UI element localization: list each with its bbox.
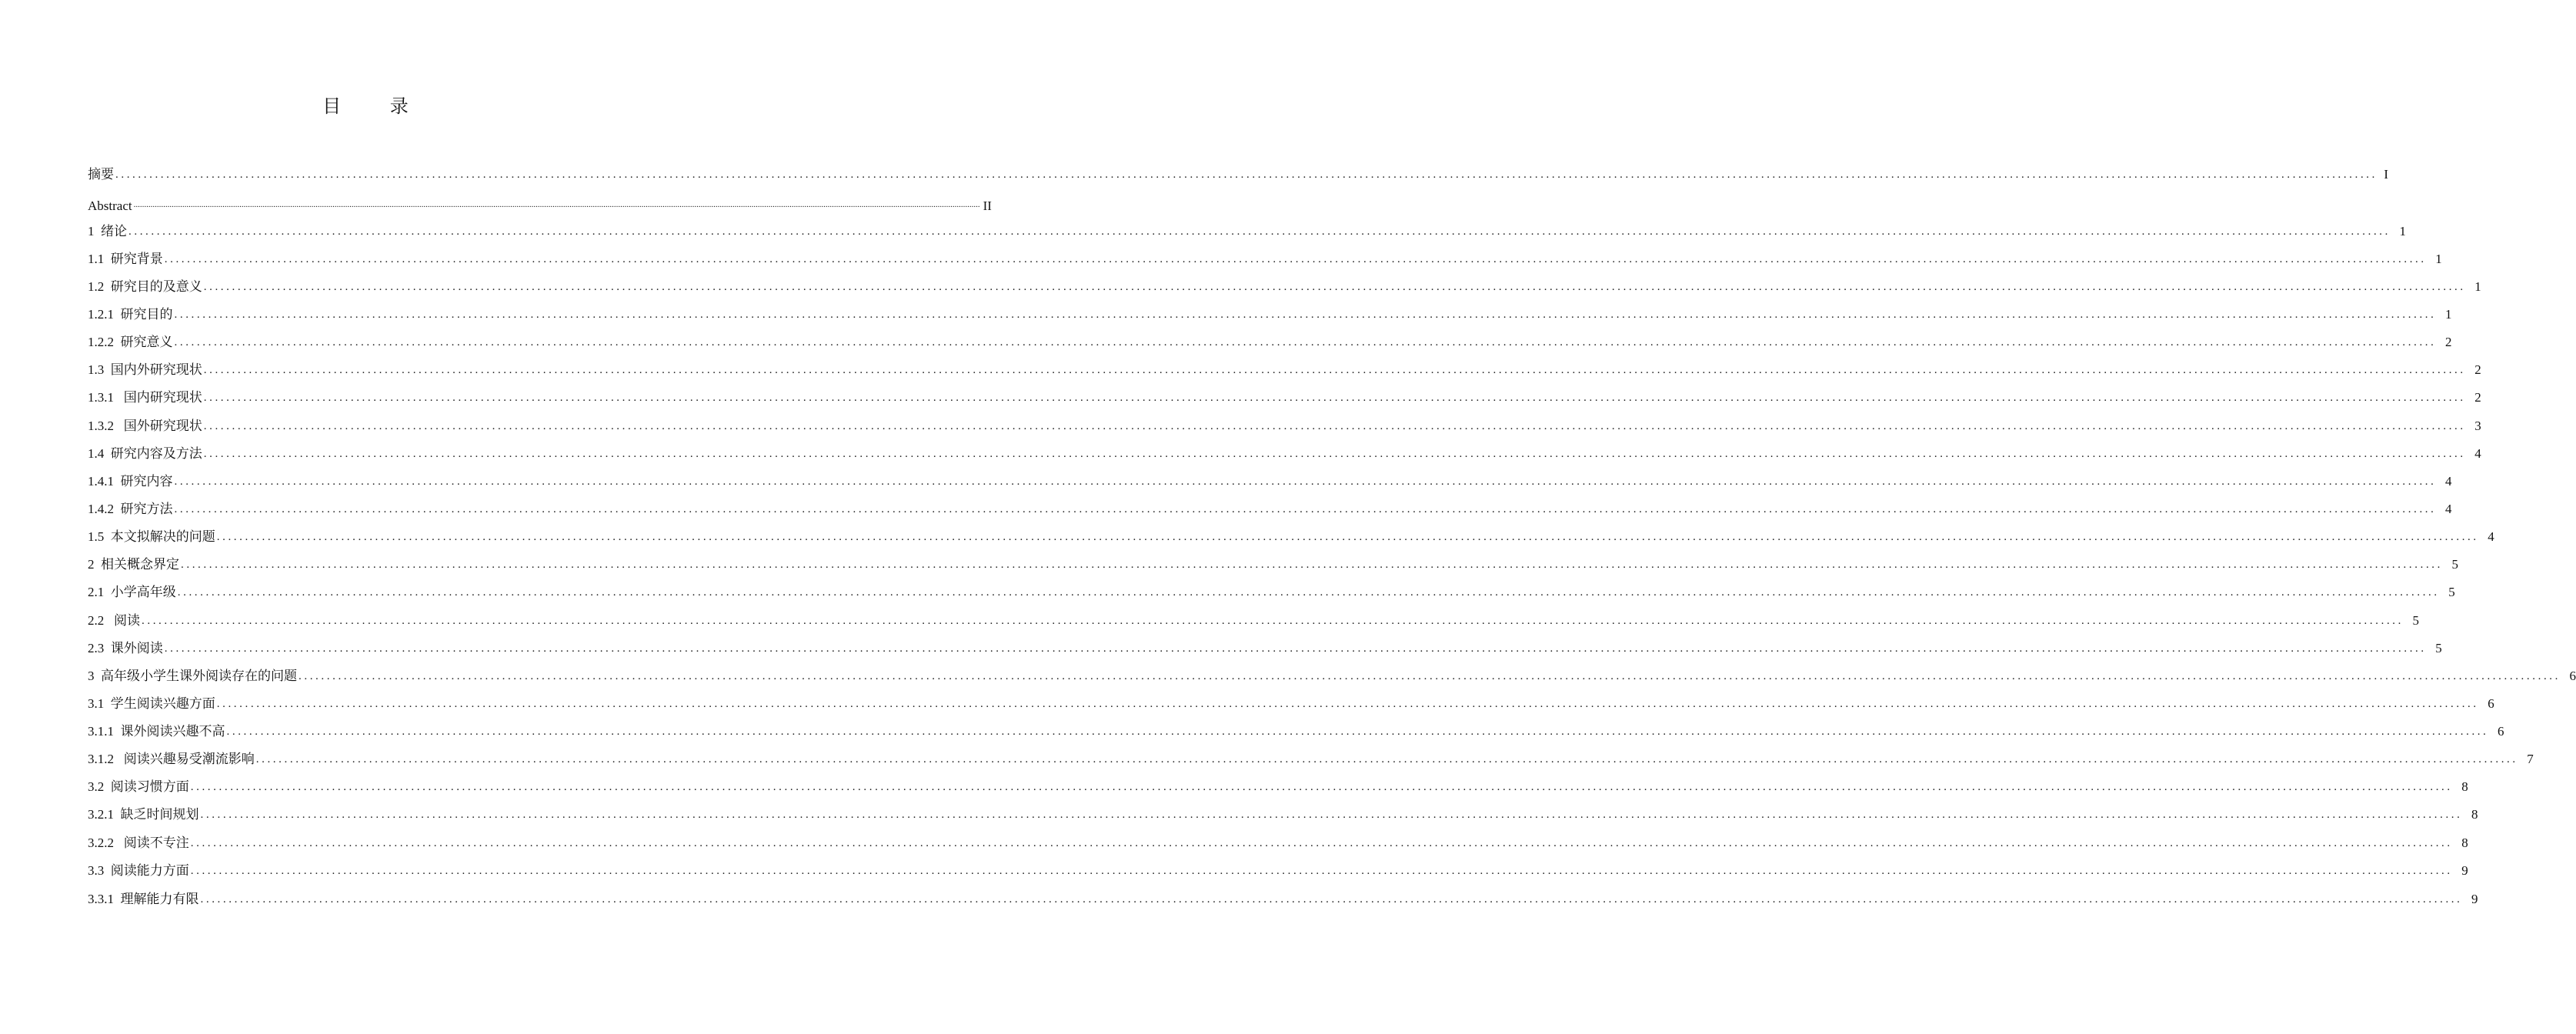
toc-leader-dots: ................................................................................................................................................................................................................................................................................................................................................................................................................ bbox=[200, 809, 2463, 821]
toc-entry-label: 1.3.2 国外研究现状 bbox=[88, 419, 202, 433]
toc-entry[interactable] bbox=[88, 805, 2478, 823]
toc-entry-page-number: 9 bbox=[2461, 863, 2468, 878]
toc-entry-label: 2 相关概念界定 bbox=[88, 557, 179, 572]
toc-entry[interactable] bbox=[88, 499, 2452, 518]
toc-entry[interactable] bbox=[88, 196, 992, 215]
toc-leader-dots: ................................................................................................................................................................................................................................................................................................................................................................................................................ bbox=[164, 253, 2427, 265]
toc-entry-page-number: II bbox=[983, 198, 992, 213]
toc-entry[interactable] bbox=[88, 555, 2458, 573]
toc-leader-dots: ................................................................................................................................................................................................................................................................................................................................................................................................................ bbox=[174, 336, 2437, 349]
toc-entry-page-number: I bbox=[2384, 167, 2388, 182]
toc-leader-dots: ................................................................................................................................................................................................................................................................................................................................................................................................................ bbox=[174, 503, 2437, 515]
toc-entry[interactable] bbox=[88, 277, 2481, 295]
toc-entry-page-number: 5 bbox=[2412, 613, 2419, 628]
toc-leader-dots: ................................................................................................................................................................................................................................................................................................................................................................................................................ bbox=[216, 531, 2479, 543]
toc-entry[interactable] bbox=[88, 861, 2468, 879]
toc-entry-page-number: 1 bbox=[2445, 307, 2452, 322]
toc-leader-dots: ................................................................................................................................................................................................................................................................................................................................................................................................................ bbox=[203, 420, 2466, 432]
toc-leader-dots: ................................................................................................................................................................................................................................................................................................................................................................................................................ bbox=[177, 586, 2440, 599]
toc-entry-page-number: 6 bbox=[2569, 669, 2576, 683]
toc-entry[interactable] bbox=[88, 388, 2481, 406]
toc-entry-label: 1.2.1 研究目的 bbox=[88, 307, 173, 322]
toc-leader-dots: ................................................................................................................................................................................................................................................................................................................................................................................................................ bbox=[200, 893, 2463, 906]
toc-entry-label: Abstract bbox=[88, 198, 132, 213]
toc-entry-page-number: 3 bbox=[2474, 419, 2481, 433]
toc-entry-label: 1.4.2 研究方法 bbox=[88, 502, 173, 516]
toc-entry[interactable] bbox=[88, 639, 2442, 657]
toc-entry-page-number: 4 bbox=[2488, 529, 2494, 544]
toc-entry-page-number: 5 bbox=[2435, 641, 2442, 655]
toc-leader-dots: ................................................................................................................................................................................................................................................................................................................................................................................................................ bbox=[174, 309, 2437, 321]
toc-leader-dots: ................................................................................................................................................................................................................................................................................................................................................................................................................ bbox=[216, 698, 2479, 710]
toc-leader-dots: ................................................................................................................................................................................................................................................................................................................................................................................................................ bbox=[174, 475, 2437, 488]
toc-leader-dots: ................................................................................................................................................................................................................................................................................................................................................................................................................ bbox=[164, 642, 2427, 655]
toc-leader-dots: ................................................................................................................................................................................................................................................................................................................................................................................................................ bbox=[255, 753, 2518, 765]
toc-entry-label: 3 高年级小学生课外阅读存在的问题 bbox=[88, 669, 297, 683]
toc-entry-label: 3.3.1 理解能力有限 bbox=[88, 892, 199, 906]
toc-leader-dots: ................................................................................................................................................................................................................................................................................................................................................................................................................ bbox=[299, 670, 2561, 682]
toc-entry-page-number: 2 bbox=[2445, 335, 2452, 349]
toc-leader-dots: ................................................................................................................................................................................................................................................................................................................................................................................................................ bbox=[133, 200, 980, 209]
toc-entry-page-number: 2 bbox=[2474, 390, 2481, 405]
toc-title: 目 录 bbox=[322, 95, 430, 117]
toc-leader-dots: ................................................................................................................................................................................................................................................................................................................................................................................................................ bbox=[181, 559, 2443, 571]
toc-entry-page-number: 5 bbox=[2451, 557, 2458, 572]
toc-entry-label: 3.3 阅读能力方面 bbox=[88, 863, 189, 878]
toc-entry[interactable] bbox=[88, 749, 2534, 768]
toc-entry-label: 1.2.2 研究意义 bbox=[88, 335, 173, 349]
toc-entry[interactable] bbox=[88, 360, 2481, 379]
toc-entry-label: 3.1 学生阅读兴趣方面 bbox=[88, 696, 215, 711]
toc-entry-label: 2.1 小学高年级 bbox=[88, 585, 176, 599]
toc-entry[interactable] bbox=[88, 722, 2504, 740]
toc-entry-page-number: 7 bbox=[2527, 752, 2534, 766]
toc-entry[interactable] bbox=[88, 249, 2442, 268]
toc-entry[interactable] bbox=[88, 611, 2419, 629]
toc-entry-label: 3.2.1 缺乏时间规划 bbox=[88, 807, 199, 822]
toc-entry[interactable] bbox=[88, 222, 2406, 240]
toc-entry-page-number: 1 bbox=[2399, 224, 2406, 238]
toc-entry-page-number: 4 bbox=[2474, 446, 2481, 461]
toc-entry[interactable] bbox=[88, 305, 2452, 323]
toc-entry-page-number: 6 bbox=[2488, 696, 2494, 711]
toc-entry-label: 1.3.1 国内研究现状 bbox=[88, 390, 202, 405]
toc-leader-dots: ................................................................................................................................................................................................................................................................................................................................................................................................................ bbox=[203, 448, 2466, 460]
toc-entry-label: 1.1 研究背景 bbox=[88, 252, 163, 266]
toc-entry-label: 1.2 研究目的及意义 bbox=[88, 279, 202, 294]
toc-entry[interactable] bbox=[88, 444, 2481, 462]
toc-entry[interactable] bbox=[88, 666, 2576, 685]
toc-entry-page-number: 8 bbox=[2461, 779, 2468, 794]
toc-entry-label: 摘要 bbox=[88, 167, 114, 182]
toc-entry[interactable] bbox=[88, 582, 2455, 601]
toc-entry-page-number: 6 bbox=[2498, 724, 2504, 739]
toc-leader-dots: ................................................................................................................................................................................................................................................................................................................................................................................................................ bbox=[190, 781, 2453, 793]
toc-entry[interactable] bbox=[88, 833, 2468, 852]
toc-leader-dots: ................................................................................................................................................................................................................................................................................................................................................................................................................ bbox=[203, 281, 2466, 293]
toc-leader-dots: ................................................................................................................................................................................................................................................................................................................................................................................................................ bbox=[226, 725, 2489, 738]
toc-entry-label: 3.2 阅读习惯方面 bbox=[88, 779, 189, 794]
toc-entry[interactable] bbox=[88, 777, 2468, 796]
toc-entry[interactable] bbox=[88, 527, 2494, 545]
toc-entry-page-number: 2 bbox=[2474, 362, 2481, 377]
toc-entry-label: 1.4 研究内容及方法 bbox=[88, 446, 202, 461]
toc-entry-page-number: 4 bbox=[2445, 474, 2452, 489]
toc-entry-page-number: 8 bbox=[2461, 836, 2468, 850]
toc-entry-label: 3.1.2 阅读兴趣易受潮流影响 bbox=[88, 752, 255, 766]
toc-entry-label: 3.2.2 阅读不专注 bbox=[88, 836, 189, 850]
toc-entry[interactable] bbox=[88, 472, 2452, 490]
toc-entry-page-number: 1 bbox=[2474, 279, 2481, 294]
toc-entry-page-number: 1 bbox=[2435, 252, 2442, 266]
toc-entry[interactable] bbox=[88, 416, 2481, 435]
toc-entry-label: 1 绪论 bbox=[88, 224, 127, 238]
toc-entry-label: 2.2 阅读 bbox=[88, 613, 140, 628]
toc-leader-dots: ................................................................................................................................................................................................................................................................................................................................................................................................................ bbox=[115, 168, 2377, 181]
toc-leader-dots: ................................................................................................................................................................................................................................................................................................................................................................................................................ bbox=[190, 837, 2453, 849]
toc-leader-dots: ................................................................................................................................................................................................................................................................................................................................................................................................................ bbox=[203, 392, 2466, 404]
toc-entry[interactable] bbox=[88, 889, 2478, 908]
toc-leader-dots: ................................................................................................................................................................................................................................................................................................................................................................................................................ bbox=[142, 615, 2404, 627]
toc-entry-page-number: 9 bbox=[2471, 892, 2478, 906]
toc-entry-label: 1.5 本文拟解决的问题 bbox=[88, 529, 215, 544]
toc-leader-dots: ................................................................................................................................................................................................................................................................................................................................................................................................................ bbox=[190, 865, 2453, 877]
toc-entry[interactable] bbox=[88, 165, 2388, 183]
toc-leader-dots: ................................................................................................................................................................................................................................................................................................................................................................................................................ bbox=[203, 364, 2466, 376]
toc-leader-dots: ................................................................................................................................................................................................................................................................................................................................................................................................................ bbox=[128, 225, 2391, 238]
toc-entry-label: 1.4.1 研究内容 bbox=[88, 474, 173, 489]
toc-entry-label: 2.3 课外阅读 bbox=[88, 641, 163, 655]
toc-entry-page-number: 4 bbox=[2445, 502, 2452, 516]
toc-entry-page-number: 5 bbox=[2448, 585, 2455, 599]
toc-entry-label: 1.3 国内外研究现状 bbox=[88, 362, 202, 377]
toc-entry-page-number: 8 bbox=[2471, 807, 2478, 822]
toc-entry[interactable] bbox=[88, 694, 2494, 712]
toc-entry[interactable] bbox=[88, 332, 2452, 351]
toc-entry-label: 3.1.1 课外阅读兴趣不高 bbox=[88, 724, 225, 739]
